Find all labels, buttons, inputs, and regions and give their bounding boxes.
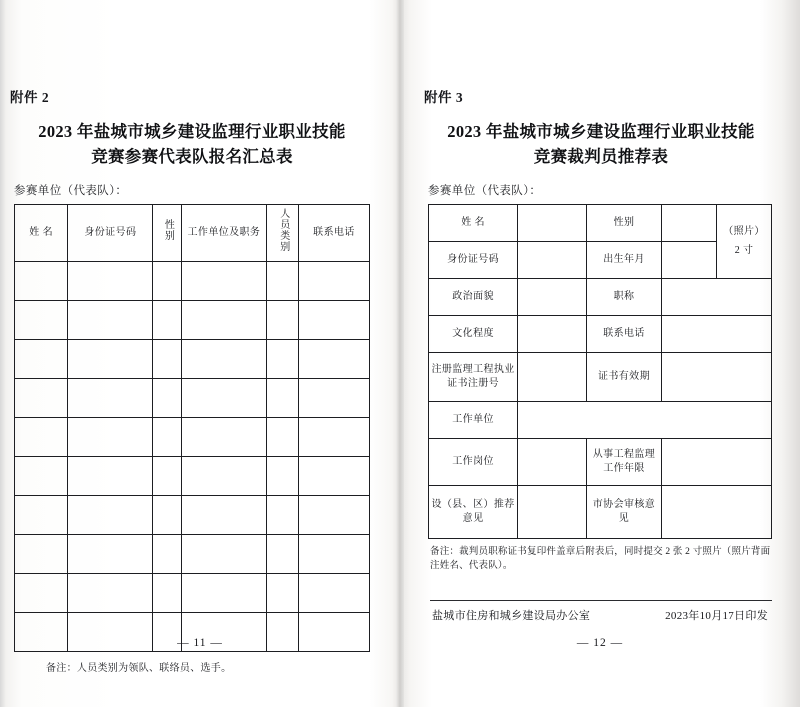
cell-phone[interactable] — [298, 534, 369, 573]
unit-field-right: 参赛单位（代表队）： — [428, 184, 542, 197]
cell-phone[interactable] — [298, 261, 369, 300]
value-years-experience[interactable] — [662, 438, 772, 485]
cell-id[interactable] — [68, 339, 153, 378]
table-row-license — [429, 352, 772, 401]
footer-issuer: 盐城市住房和城乡建设局办公室 — [432, 609, 591, 622]
cell-name[interactable] — [15, 573, 68, 612]
cell-id[interactable] — [68, 300, 153, 339]
page-title-left-line1: 2023 年盐城市城乡建设监理行业职业技能 — [38, 122, 346, 141]
cell-category[interactable] — [267, 495, 299, 534]
unit-field-left: 参赛单位（代表队）： — [14, 184, 128, 197]
label-work-unit: 工作单位 — [429, 401, 518, 438]
cell-gender[interactable] — [153, 339, 181, 378]
value-id[interactable] — [518, 241, 587, 278]
cell-gender[interactable] — [153, 261, 181, 300]
label-gender: 性别 — [586, 204, 661, 241]
cell-name[interactable] — [15, 495, 68, 534]
cell-id[interactable] — [68, 573, 153, 612]
cell-category[interactable] — [267, 417, 299, 456]
label-id: 身份证号码 — [429, 241, 518, 278]
value-gender[interactable] — [662, 204, 717, 241]
cell-workunit[interactable] — [181, 261, 266, 300]
value-name[interactable] — [518, 204, 587, 241]
cell-phone[interactable] — [298, 300, 369, 339]
table-row[interactable] — [15, 261, 370, 300]
label-professional-title: 职称 — [586, 278, 661, 315]
table-row-workunit — [429, 401, 772, 438]
label-license-number: 注册监理工程执业证书注册号 — [429, 352, 518, 401]
footer-divider — [430, 600, 772, 601]
label-phone: 联系电话 — [586, 315, 661, 352]
page-number-left: — 11 — — [177, 637, 223, 649]
page-title-right — [430, 120, 772, 170]
label-education: 文化程度 — [429, 315, 518, 352]
page-title-right-line1: 2023 年盐城市城乡建设监理行业职业技能 — [447, 122, 755, 141]
label-association-opinion: 市协会审核意见 — [586, 485, 661, 538]
cell-workunit[interactable] — [181, 378, 266, 417]
table-row[interactable] — [15, 300, 370, 339]
label-political-status: 政治面貌 — [429, 278, 518, 315]
cell-gender[interactable] — [153, 573, 181, 612]
column-header-phone: 联系电话 — [298, 204, 369, 261]
cell-category[interactable] — [267, 261, 299, 300]
cell-workunit[interactable] — [181, 534, 266, 573]
remark-right: 备注：裁判员职称证书复印件盖章后附表后，同时提交 2 张 2 寸照片（照片背面注姓名、代表队）。 — [430, 546, 771, 572]
cell-gender[interactable] — [153, 534, 181, 573]
photo-label-line2: 2 寸 — [734, 245, 754, 256]
table-row-education — [429, 315, 772, 352]
cell-phone[interactable] — [298, 573, 369, 612]
table-row[interactable] — [15, 534, 370, 573]
cell-phone[interactable] — [298, 378, 369, 417]
value-association-opinion[interactable] — [662, 485, 772, 538]
cell-id[interactable] — [68, 534, 153, 573]
cell-name[interactable] — [15, 534, 68, 573]
cell-phone[interactable] — [298, 456, 369, 495]
table-row[interactable] — [15, 378, 370, 417]
note-left: 备注：人员类别为领队、联络员、选手。 — [46, 662, 232, 674]
value-education[interactable] — [518, 315, 587, 352]
page-title-left-line2: 竞赛参赛代表队报名汇总表 — [91, 146, 293, 166]
cell-category[interactable] — [267, 456, 299, 495]
cell-category[interactable] — [267, 573, 299, 612]
referee-recommendation-table — [428, 204, 772, 539]
table-row[interactable] — [15, 573, 370, 612]
table-header-row — [15, 204, 370, 261]
table-row-position — [429, 438, 772, 485]
value-professional-title[interactable] — [662, 278, 772, 315]
cell-category[interactable] — [267, 534, 299, 573]
cell-name[interactable] — [15, 339, 68, 378]
value-license-number[interactable] — [518, 352, 587, 401]
column-header-gender: 性别 — [153, 204, 181, 261]
attachment-label-right: 附件 3 — [424, 90, 464, 105]
table-row[interactable] — [15, 495, 370, 534]
table-row-opinions — [429, 485, 772, 538]
cell-gender[interactable] — [153, 378, 181, 417]
registration-summary-table — [14, 204, 370, 652]
cell-workunit[interactable] — [181, 300, 266, 339]
label-county-opinion: 设（县、区）推荐意见 — [429, 485, 518, 538]
value-phone[interactable] — [662, 315, 772, 352]
table-row[interactable] — [15, 417, 370, 456]
value-work-unit[interactable] — [518, 401, 772, 438]
cell-workunit[interactable] — [181, 456, 266, 495]
cell-category[interactable] — [267, 378, 299, 417]
column-header-category: 人员类别 — [267, 204, 299, 261]
page-title-left — [16, 120, 368, 170]
cell-category[interactable] — [267, 339, 299, 378]
column-header-name: 姓 名 — [15, 204, 68, 261]
attachment-label-left: 附件 2 — [10, 90, 50, 105]
cell-workunit[interactable] — [181, 417, 266, 456]
value-position[interactable] — [518, 438, 587, 485]
document-page-right — [400, 0, 800, 707]
photo-cell[interactable] — [717, 204, 772, 278]
cell-id[interactable] — [68, 261, 153, 300]
cell-phone[interactable] — [298, 339, 369, 378]
cell-phone[interactable] — [298, 417, 369, 456]
cell-workunit[interactable] — [181, 495, 266, 534]
cell-name[interactable] — [15, 378, 68, 417]
cell-category[interactable] — [267, 300, 299, 339]
cell-workunit[interactable] — [181, 573, 266, 612]
cell-name[interactable] — [15, 300, 68, 339]
cell-id[interactable] — [68, 495, 153, 534]
page-number-right: — 12 — — [576, 637, 624, 649]
cell-id[interactable] — [68, 378, 153, 417]
cell-workunit[interactable] — [181, 339, 266, 378]
cell-gender[interactable] — [153, 495, 181, 534]
column-header-id: 身份证号码 — [68, 204, 153, 261]
table-row[interactable] — [15, 456, 370, 495]
footer-row — [432, 607, 768, 623]
cell-gender[interactable] — [153, 300, 181, 339]
column-header-workunit: 工作单位及职务 — [181, 204, 266, 261]
value-birthdate[interactable] — [662, 241, 717, 278]
footer-date: 2023年10月17日印发 — [665, 609, 768, 622]
label-birthdate: 出生年月 — [586, 241, 661, 278]
label-position: 工作岗位 — [429, 438, 518, 485]
cell-gender[interactable] — [153, 417, 181, 456]
label-years-experience: 从事工程监理工作年限 — [586, 438, 661, 485]
label-license-validity: 证书有效期 — [586, 352, 661, 401]
label-name: 姓 名 — [429, 204, 518, 241]
cell-name[interactable] — [15, 456, 68, 495]
cell-id[interactable] — [68, 417, 153, 456]
cell-phone[interactable] — [298, 495, 369, 534]
page-title-right-line2: 竞赛裁判员推荐表 — [533, 146, 669, 166]
cell-gender[interactable] — [153, 456, 181, 495]
value-county-opinion[interactable] — [518, 485, 587, 538]
value-license-validity[interactable] — [662, 352, 772, 401]
table-row-name — [429, 204, 772, 241]
cell-id[interactable] — [68, 456, 153, 495]
table-row-political — [429, 278, 772, 315]
value-political-status[interactable] — [518, 278, 587, 315]
photo-label-line1: （照片） — [723, 226, 765, 237]
cell-name[interactable] — [15, 261, 68, 300]
cell-name[interactable] — [15, 417, 68, 456]
table-row[interactable] — [15, 339, 370, 378]
